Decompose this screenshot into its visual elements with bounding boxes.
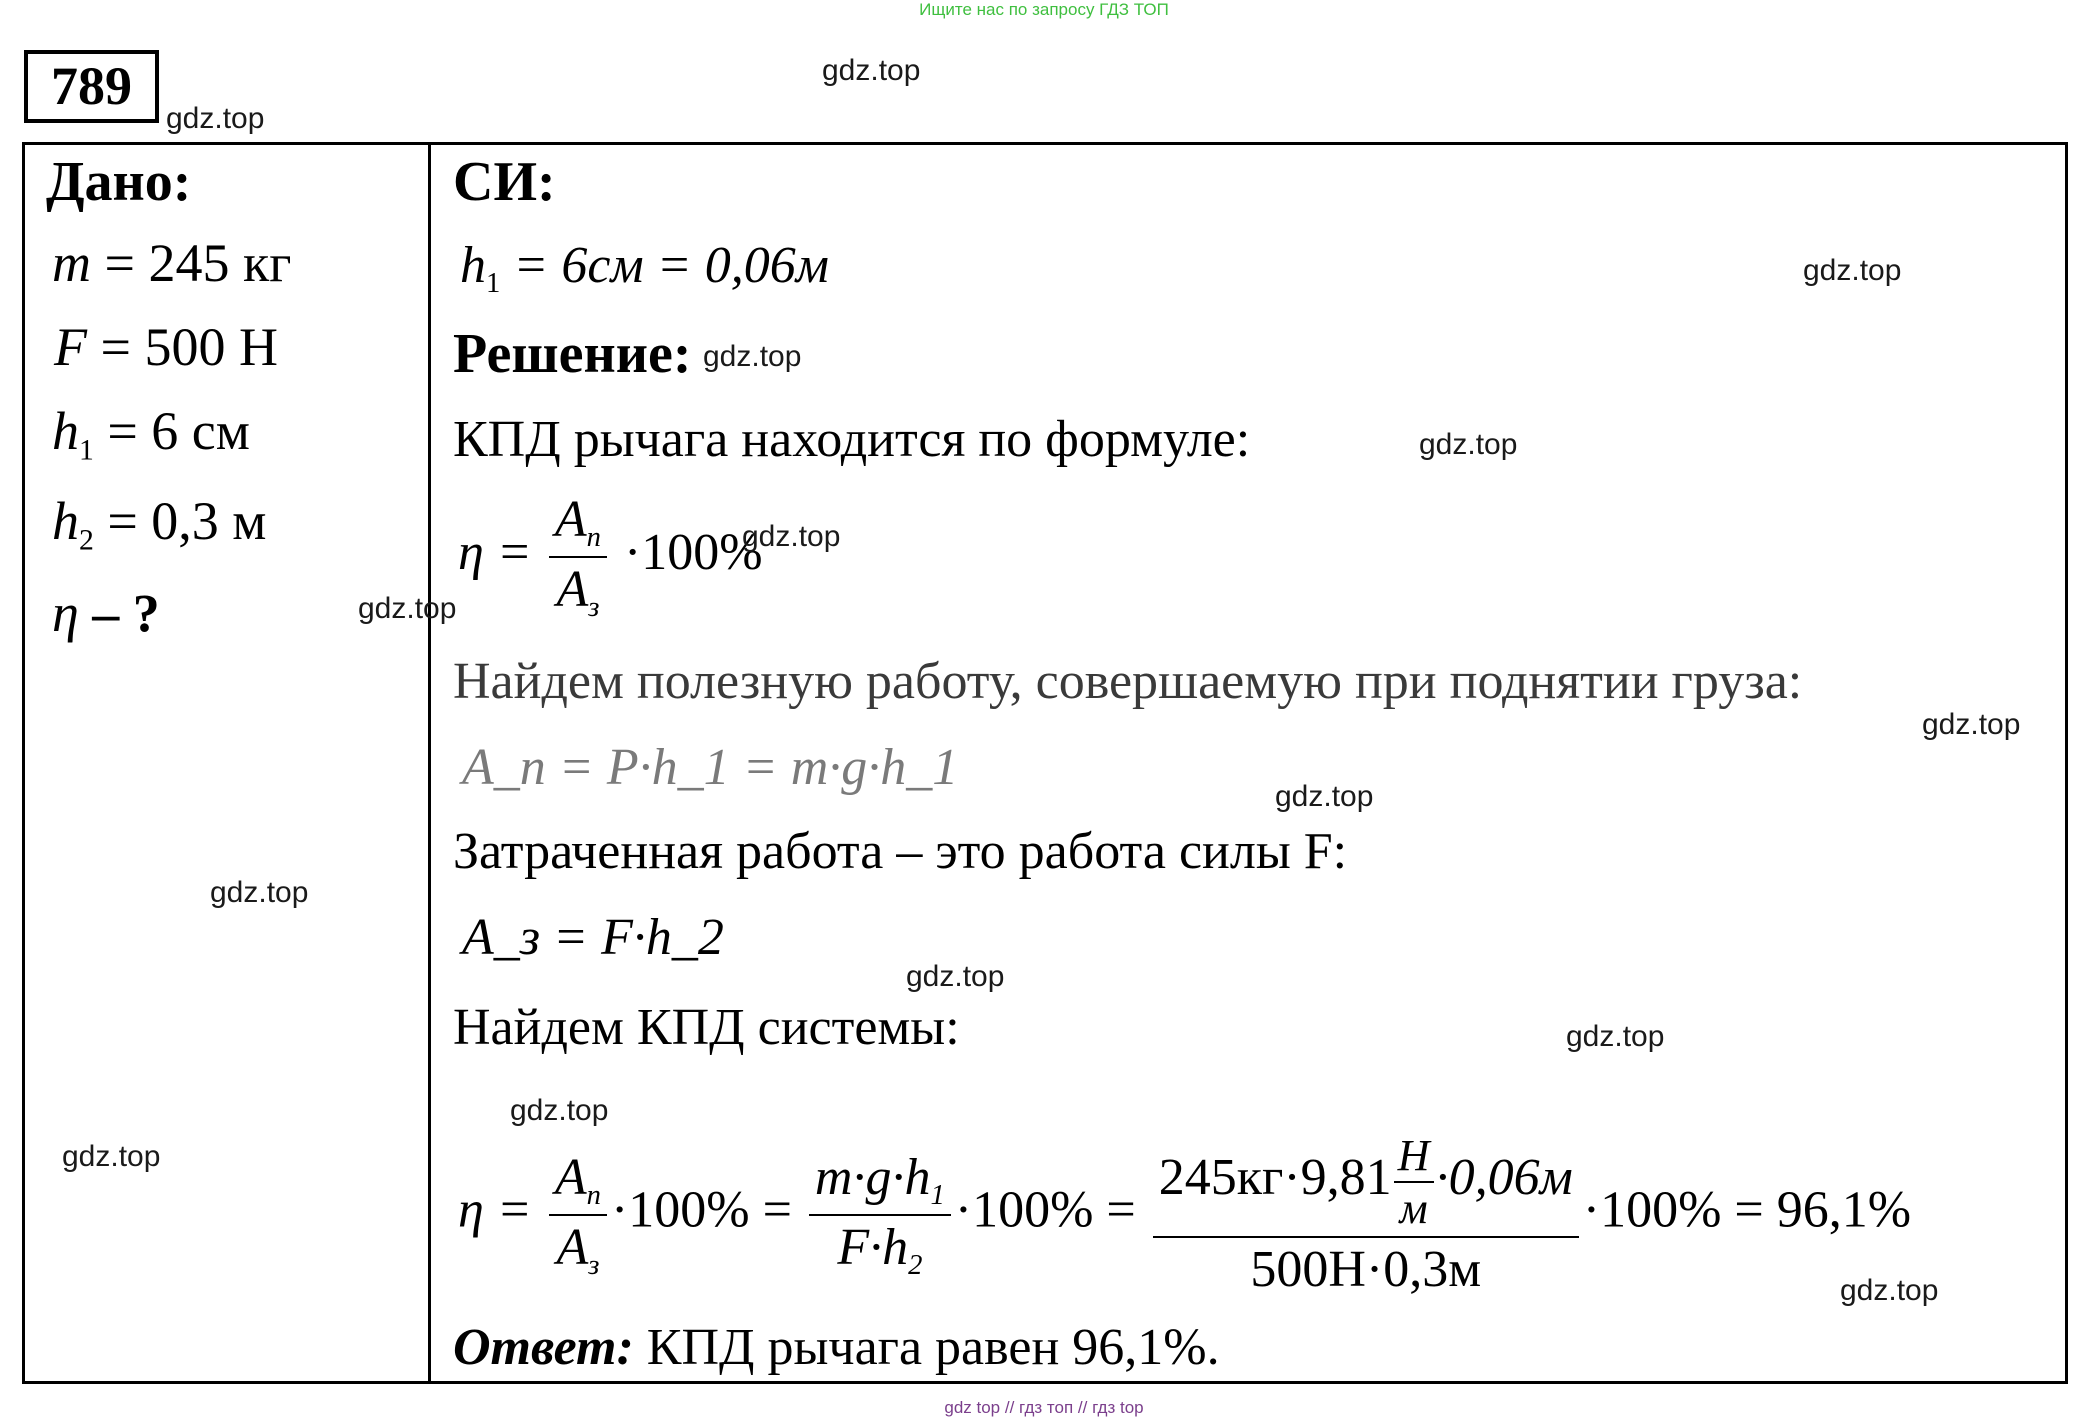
fraction-denominator: $F\cdot h_2$ [809, 1214, 951, 1282]
fraction [809, 1148, 951, 1282]
watermark: gdz.top [1803, 254, 1902, 287]
footer-separator: // [1004, 1398, 1015, 1417]
given-line-force [54, 316, 278, 378]
watermark: gdz.top [1566, 1020, 1665, 1053]
given-sub: 1 [79, 434, 94, 467]
given-header: Дано: [46, 151, 192, 213]
solution-text-2: Найдем полезную работу, совершаемую при поднятии груза: [453, 653, 1803, 710]
given-line-eta [52, 582, 160, 644]
watermark: gdz.top [358, 592, 457, 625]
formula-final [458, 1130, 1911, 1299]
given-var: h [52, 491, 79, 551]
fraction-numerator: $m\cdot g\cdot h_1$ [814, 1148, 945, 1211]
formula-tail: ·100% = 96,1% [1582, 1181, 1912, 1239]
given-value: – ? [92, 583, 160, 643]
si-rest: = 6см = 0,06м [513, 237, 829, 294]
given-var: m [52, 233, 91, 293]
formula-useful-work: A_n = P·h_1 = m·g·h_1 [462, 739, 959, 796]
answer-text: КПД рычага равен 96,1%. [646, 1319, 1220, 1376]
fraction-denominator: 500Н·0,3м [1153, 1236, 1579, 1299]
given-value: = 500 Н [100, 317, 278, 377]
given-var: h [52, 401, 79, 461]
answer-label: Ответ: [453, 1319, 634, 1376]
watermark: gdz.top [1419, 428, 1518, 461]
fraction [1153, 1130, 1579, 1299]
formula-efficiency [458, 490, 763, 624]
watermark: gdz.top [742, 520, 841, 553]
solution-text-3: Затраченная работа – это работа силы F: [453, 823, 1348, 880]
fraction [549, 490, 607, 624]
fraction-denominator: $A_з$ [549, 556, 607, 624]
given-line-h2 [52, 490, 266, 557]
footer-link[interactable]: gdz top [944, 1398, 1001, 1417]
given-value: = 6 см [107, 401, 250, 461]
given-value: = 0,3 м [107, 491, 267, 551]
footer-link[interactable]: гдз топ [1019, 1398, 1074, 1417]
given-var: F [54, 317, 87, 377]
problem-number: 789 [24, 50, 159, 123]
watermark: gdz.top [210, 876, 309, 909]
given-line-mass [52, 232, 291, 294]
fraction-numerator: $A_n$ [554, 1148, 601, 1211]
formula-lhs: η = [458, 523, 532, 581]
solution-header: Решение: [453, 323, 692, 385]
watermark: gdz.top [1840, 1274, 1939, 1307]
top-banner: Ищите нас по запросу ГДЗ ТОП [919, 0, 1169, 19]
solution-text-1: КПД рычага находится по формуле: [453, 411, 1251, 468]
given-var: η [52, 583, 79, 643]
watermark: gdz.top [906, 960, 1005, 993]
watermark: gdz.top [166, 102, 265, 135]
fraction-numerator: 245кг·9,81 $\frac{Н}{м}$ ·0,06м [1158, 1131, 1573, 1233]
si-var: h [460, 237, 486, 294]
footer-link[interactable]: гдз top [1092, 1398, 1144, 1417]
fraction-numerator: $A_n$ [554, 491, 601, 553]
si-sub: 1 [486, 268, 501, 299]
watermark: gdz.top [822, 54, 921, 87]
watermark: gdz.top [1275, 780, 1374, 813]
column-divider [428, 142, 431, 1381]
watermark: gdz.top [510, 1094, 609, 1127]
formula-tail: ·100% [623, 523, 763, 581]
si-conversion [460, 236, 829, 300]
solution-text-4: Найдем КПД системы: [453, 999, 960, 1056]
si-header: СИ: [453, 151, 556, 213]
footer-links [0, 1398, 2088, 1418]
footer-separator: // [1077, 1398, 1088, 1417]
watermark: gdz.top [62, 1140, 161, 1173]
formula-lhs: η = [458, 1181, 532, 1239]
formula-mid: ·100% = [954, 1181, 1136, 1239]
watermark: gdz.top [1922, 708, 2021, 741]
fraction [549, 1148, 607, 1282]
given-sub: 2 [79, 524, 94, 557]
answer-line [453, 1318, 1220, 1377]
formula-spent-work: A_з = F·h_2 [462, 909, 724, 966]
given-line-h1 [52, 400, 250, 467]
fraction-denominator: $A_з$ [549, 1214, 607, 1282]
watermark: gdz.top [703, 340, 802, 373]
formula-mid: ·100% = [610, 1181, 792, 1239]
given-value: = 245 кг [104, 233, 292, 293]
